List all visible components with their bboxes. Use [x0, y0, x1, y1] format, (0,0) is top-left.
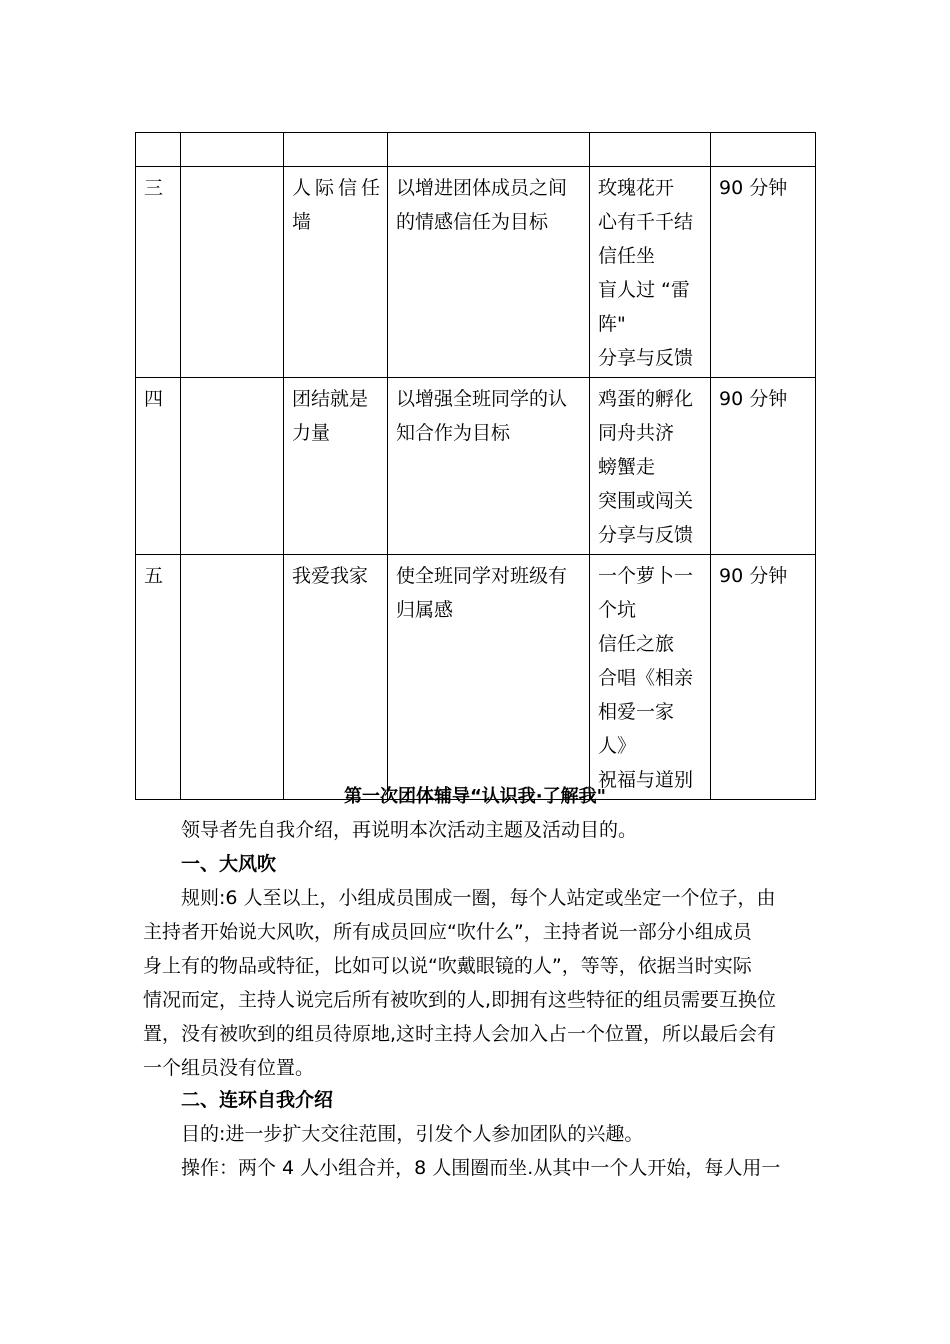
- body-line: 身上有的物品或特征，比如可以说“吹戴眼镜的人”，等等，依据当时实际: [143, 955, 752, 977]
- body-line: 规则:6 人至以上，小组成员围成一圈，每个人站定或坐定一个位子，由: [181, 887, 776, 909]
- theme-line: 团结就是: [292, 388, 369, 410]
- activity-item: 相爱一家: [598, 701, 675, 723]
- activity-item: 祝福与道别: [598, 769, 694, 791]
- activity-plan-table: [135, 132, 816, 800]
- goal-cell: [388, 555, 590, 800]
- theme-line: 我爱我家: [292, 565, 369, 587]
- part2-purpose: 目的:进一步扩大交往范围，引发个人参加团队的兴趣。: [181, 1123, 644, 1145]
- theme-line: 墙: [292, 211, 312, 233]
- table-row: [136, 133, 816, 167]
- goal-line: 以增进团体成员之间: [396, 177, 568, 199]
- duration-cell: 90 分钟: [711, 555, 816, 800]
- blank-cell: [181, 167, 284, 378]
- activity-item: 人》: [598, 735, 637, 757]
- duration-cell: [711, 133, 816, 167]
- part1-body: [143, 881, 791, 1085]
- theme-cell: [284, 133, 388, 167]
- part1-heading: 一、大风吹: [181, 853, 277, 875]
- blank-cell: [181, 555, 284, 800]
- activities-cell: [590, 133, 711, 167]
- session-number-cell: 四: [136, 378, 181, 555]
- session-number-cell: 五: [136, 555, 181, 800]
- activities-cell: [590, 167, 711, 378]
- activity-item: 心有千千结: [598, 211, 694, 233]
- activity-item: 突围或闯关: [598, 490, 694, 512]
- body-line: 情况而定，主持人说完后所有被吹到的人,即拥有这些特征的组员需要互换位: [143, 989, 777, 1011]
- activity-item: 鸡蛋的孵化: [598, 388, 694, 410]
- activity-item: 分享与反馈: [598, 347, 694, 369]
- activities-cell: [590, 555, 711, 800]
- activity-item: 一个萝卜一: [598, 565, 694, 587]
- activity-item: 盲人过 “雷: [598, 279, 690, 301]
- part2-operation: 操作：两个 4 人小组合并，8 人围圈而坐.从其中一个人开始，每人用一: [181, 1157, 781, 1179]
- activity-item: 阵": [598, 313, 626, 335]
- activity-item: 信任之旅: [598, 633, 675, 655]
- blank-cell: [181, 378, 284, 555]
- session-number-cell: [136, 133, 181, 167]
- goal-line: 的情感信任为目标: [396, 211, 549, 233]
- table-row: [136, 378, 816, 555]
- goal-line: 归属感: [396, 599, 454, 621]
- theme-cell: [284, 167, 388, 378]
- activity-item: 螃蟹走: [598, 456, 656, 478]
- activity-item: 个坑: [598, 599, 637, 621]
- session-number-cell: 三: [136, 167, 181, 378]
- duration-cell: 90 分钟: [711, 167, 816, 378]
- body-line: 置，没有被吹到的组员待原地,这时主持人会加入占一个位置，所以最后会有: [143, 1023, 777, 1045]
- blank-cell: [181, 133, 284, 167]
- activity-item: 信任坐: [598, 245, 656, 267]
- part2-heading: 二、连环自我介绍: [181, 1089, 334, 1111]
- body-line: 主持者开始说大风吹，所有成员回应“吹什么”，主持者说一部分小组成员: [143, 921, 752, 943]
- activities-cell: [590, 378, 711, 555]
- theme-cell: [284, 555, 388, 800]
- activity-item: 合唱《相亲: [598, 667, 694, 689]
- body-line: 一个组员没有位置。: [143, 1057, 315, 1079]
- table-row: [136, 555, 816, 800]
- section-title: 第一次团体辅导“认识我·了解我": [343, 786, 607, 807]
- duration-cell: 90 分钟: [711, 378, 816, 555]
- activity-item: 玫瑰花开: [598, 177, 675, 199]
- theme-cell: [284, 378, 388, 555]
- goal-line: 以增强全班同学的认: [396, 388, 568, 410]
- goal-line: 使全班同学对班级有: [396, 565, 568, 587]
- intro-paragraph: 领导者先自我介绍，再说明本次活动主题及活动目的。: [181, 819, 638, 841]
- goal-cell: [388, 378, 590, 555]
- theme-line: 人际信任: [292, 177, 385, 199]
- goal-cell: [388, 167, 590, 378]
- goal-line: 知合作为目标: [396, 422, 511, 444]
- table-row: [136, 167, 816, 378]
- theme-line: 力量: [292, 422, 331, 444]
- activity-item: 同舟共济: [598, 422, 675, 444]
- activity-item: 分享与反馈: [598, 524, 694, 546]
- goal-cell: [388, 133, 590, 167]
